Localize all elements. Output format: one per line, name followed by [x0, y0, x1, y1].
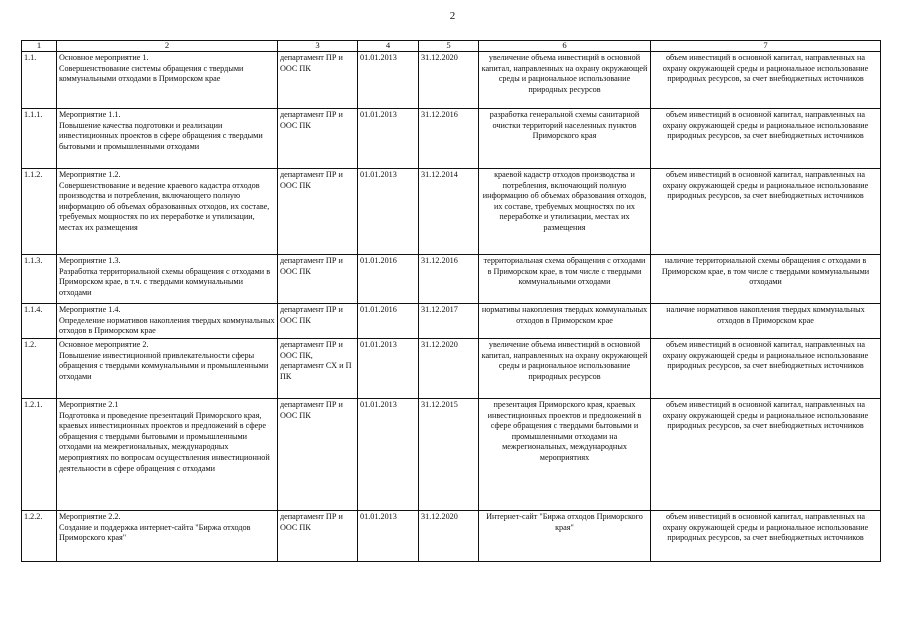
start-date: 01.01.2013: [358, 339, 419, 399]
start-date: 01.01.2013: [358, 511, 419, 562]
table-row: [22, 109, 881, 169]
page-number: 2: [449, 10, 456, 22]
responsible-department: департамент ПР и ООС ПК: [278, 255, 358, 304]
column-header: 5: [419, 41, 479, 52]
end-date: 31.12.2020: [419, 511, 479, 562]
measure-title: Основное мероприятие 2.: [59, 340, 149, 349]
expected-result: презентация Приморского края, краевых инвестиционных проектов и предложений в сфере обращения с твердыми бытовыми и промышленными отходами на межрегиональных, международных мероприятиях: [479, 399, 651, 511]
measure-cell: [57, 52, 278, 109]
row-number: 1.1.: [22, 52, 57, 109]
measure-description: Подготовка и проведение презентаций Приморского края, краевых инвестиционных проектов и предложений в сфере обращения с твердыми бытовыми и промышленными отходами на межрегиональных, международных мероприятиях по вопросам осуществления инвестиционной деятельности в сфере обращения с отходами: [59, 410, 270, 473]
column-header: 7: [651, 41, 881, 52]
target-indicator: объем инвестиций в основной капитал, направленных на охрану окружающей среды и рациональное использование природных ресурсов, за счет внебюджетных источников: [651, 511, 881, 562]
measure-title: Мероприятие 1.2.: [59, 170, 121, 179]
responsible-department: департамент ПР и ООС ПК: [278, 511, 358, 562]
target-indicator: наличие территориальной схемы обращения с отходами в Приморском крае, в том числе с твердыми коммунальными отходами: [651, 255, 881, 304]
program-measures-table: [21, 40, 881, 562]
table-row: [22, 304, 881, 339]
measure-description: Создание и поддержка интернет-сайта "Биржа отходов Приморского края": [59, 522, 251, 543]
responsible-department: департамент ПР и ООС ПК: [278, 399, 358, 511]
column-header: 2: [57, 41, 278, 52]
table-row: [22, 399, 881, 511]
measure-cell: [57, 399, 278, 511]
row-number: 1.1.2.: [22, 169, 57, 255]
expected-result: краевой кадастр отходов производства и потребления, включающий полную информацию об объемах образования отходов, их составе, требуемых мощностях по их переработке и утилизации, местах их размещения: [479, 169, 651, 255]
expected-result: Интернет-сайт "Биржа отходов Приморского края": [479, 511, 651, 562]
measure-cell: [57, 169, 278, 255]
end-date: 31.12.2014: [419, 169, 479, 255]
measure-description: Повышение качества подготовки и реализации инвестиционных проектов в сфере обращения с твердыми бытовыми и промышленными отходами: [59, 120, 263, 151]
column-header: 3: [278, 41, 358, 52]
target-indicator: объем инвестиций в основной капитал, направленных на охрану окружающей среды и рациональное использование природных ресурсов, за счет внебюджетных источников: [651, 399, 881, 511]
responsible-department: департамент ПР и ООС ПК: [278, 52, 358, 109]
measure-title: Мероприятие 2.2.: [59, 512, 121, 521]
start-date: 01.01.2013: [358, 399, 419, 511]
end-date: 31.12.2015: [419, 399, 479, 511]
end-date: 31.12.2020: [419, 52, 479, 109]
measure-cell: [57, 304, 278, 339]
start-date: 01.01.2013: [358, 52, 419, 109]
end-date: 31.12.2020: [419, 339, 479, 399]
column-header: 1: [22, 41, 57, 52]
measure-title: Основное мероприятие 1.: [59, 53, 149, 62]
table-row: [22, 511, 881, 562]
measure-description: Определение нормативов накопления твердых коммунальных отходов в Приморском крае: [59, 315, 275, 336]
expected-result: увеличение объема инвестиций в основной капитал, направленных на охрану окружающей среды и рациональное использование природных ресурсов: [479, 52, 651, 109]
expected-result: территориальная схема обращения с отходами в Приморском крае, в том числе с твердыми коммунальными отходами: [479, 255, 651, 304]
measure-title: Мероприятие 1.4.: [59, 305, 121, 314]
measure-cell: [57, 339, 278, 399]
responsible-department: департамент ПР и ООС ПК: [278, 304, 358, 339]
measure-title: Мероприятие 1.1.: [59, 110, 121, 119]
responsible-department: департамент ПР и ООС ПК, департамент СХ и П ПК: [278, 339, 358, 399]
table-row: [22, 255, 881, 304]
end-date: 31.12.2016: [419, 109, 479, 169]
start-date: 01.01.2016: [358, 255, 419, 304]
row-number: 1.1.4.: [22, 304, 57, 339]
row-number: 1.2.: [22, 339, 57, 399]
end-date: 31.12.2017: [419, 304, 479, 339]
target-indicator: объем инвестиций в основной капитал, направленных на охрану окружающей среды и рациональное использование природных ресурсов, за счет внебюджетных источников: [651, 339, 881, 399]
measure-cell: [57, 109, 278, 169]
table-row: [22, 169, 881, 255]
target-indicator: объем инвестиций в основной капитал, направленных на охрану окружающей среды и рациональное использование природных ресурсов, за счет внебюджетных источников: [651, 52, 881, 109]
header-row: [22, 41, 881, 52]
table-row: [22, 339, 881, 399]
table-row: [22, 52, 881, 109]
column-header: 6: [479, 41, 651, 52]
target-indicator: объем инвестиций в основной капитал, направленных на охрану окружающей среды и рациональное использование природных ресурсов, за счет внебюджетных источников: [651, 169, 881, 255]
target-indicator: наличие нормативов накопления твердых коммунальных отходов в Приморском крае: [651, 304, 881, 339]
start-date: 01.01.2013: [358, 109, 419, 169]
target-indicator: объем инвестиций в основной капитал, направленных на охрану окружающей среды и рациональное использование природных ресурсов, за счет внебюджетных источников: [651, 109, 881, 169]
measure-description: Повышение инвестиционной привлекательности сферы обращения с твердыми коммунальными и промышленными отходами: [59, 350, 269, 381]
measure-description: Совершенствование и ведение краевого кадастра отходов производства и потребления, включающего полную информацию об объемах образованных отходов, их составе, требуемых мощностях по их переработке и утилизации, местах их размещения: [59, 180, 270, 232]
row-number: 1.1.3.: [22, 255, 57, 304]
row-number: 1.1.1.: [22, 109, 57, 169]
measure-title: Мероприятие 2.1: [59, 400, 119, 409]
expected-result: нормативы накопления твердых коммунальных отходов в Приморском крае: [479, 304, 651, 339]
start-date: 01.01.2016: [358, 304, 419, 339]
column-header: 4: [358, 41, 419, 52]
measure-title: Мероприятие 1.3.: [59, 256, 121, 265]
measure-description: Совершенствование системы обращения с твердыми коммунальными отходами в Приморском крае: [59, 63, 244, 84]
expected-result: разработка генеральной схемы санитарной очистки территорий населенных пунктов Приморского края: [479, 109, 651, 169]
responsible-department: департамент ПР и ООС ПК: [278, 109, 358, 169]
measure-description: Разработка территориальной схемы обращения с отходами в Приморском крае, в т.ч. с твердыми коммунальными отходами: [59, 266, 271, 297]
measure-cell: [57, 255, 278, 304]
responsible-department: департамент ПР и ООС ПК: [278, 169, 358, 255]
measure-cell: [57, 511, 278, 562]
row-number: 1.2.2.: [22, 511, 57, 562]
end-date: 31.12.2016: [419, 255, 479, 304]
start-date: 01.01.2013: [358, 169, 419, 255]
expected-result: увеличение объема инвестиций в основной капитал, направленных на охрану окружающей среды и рациональное использование природных ресурсов: [479, 339, 651, 399]
row-number: 1.2.1.: [22, 399, 57, 511]
